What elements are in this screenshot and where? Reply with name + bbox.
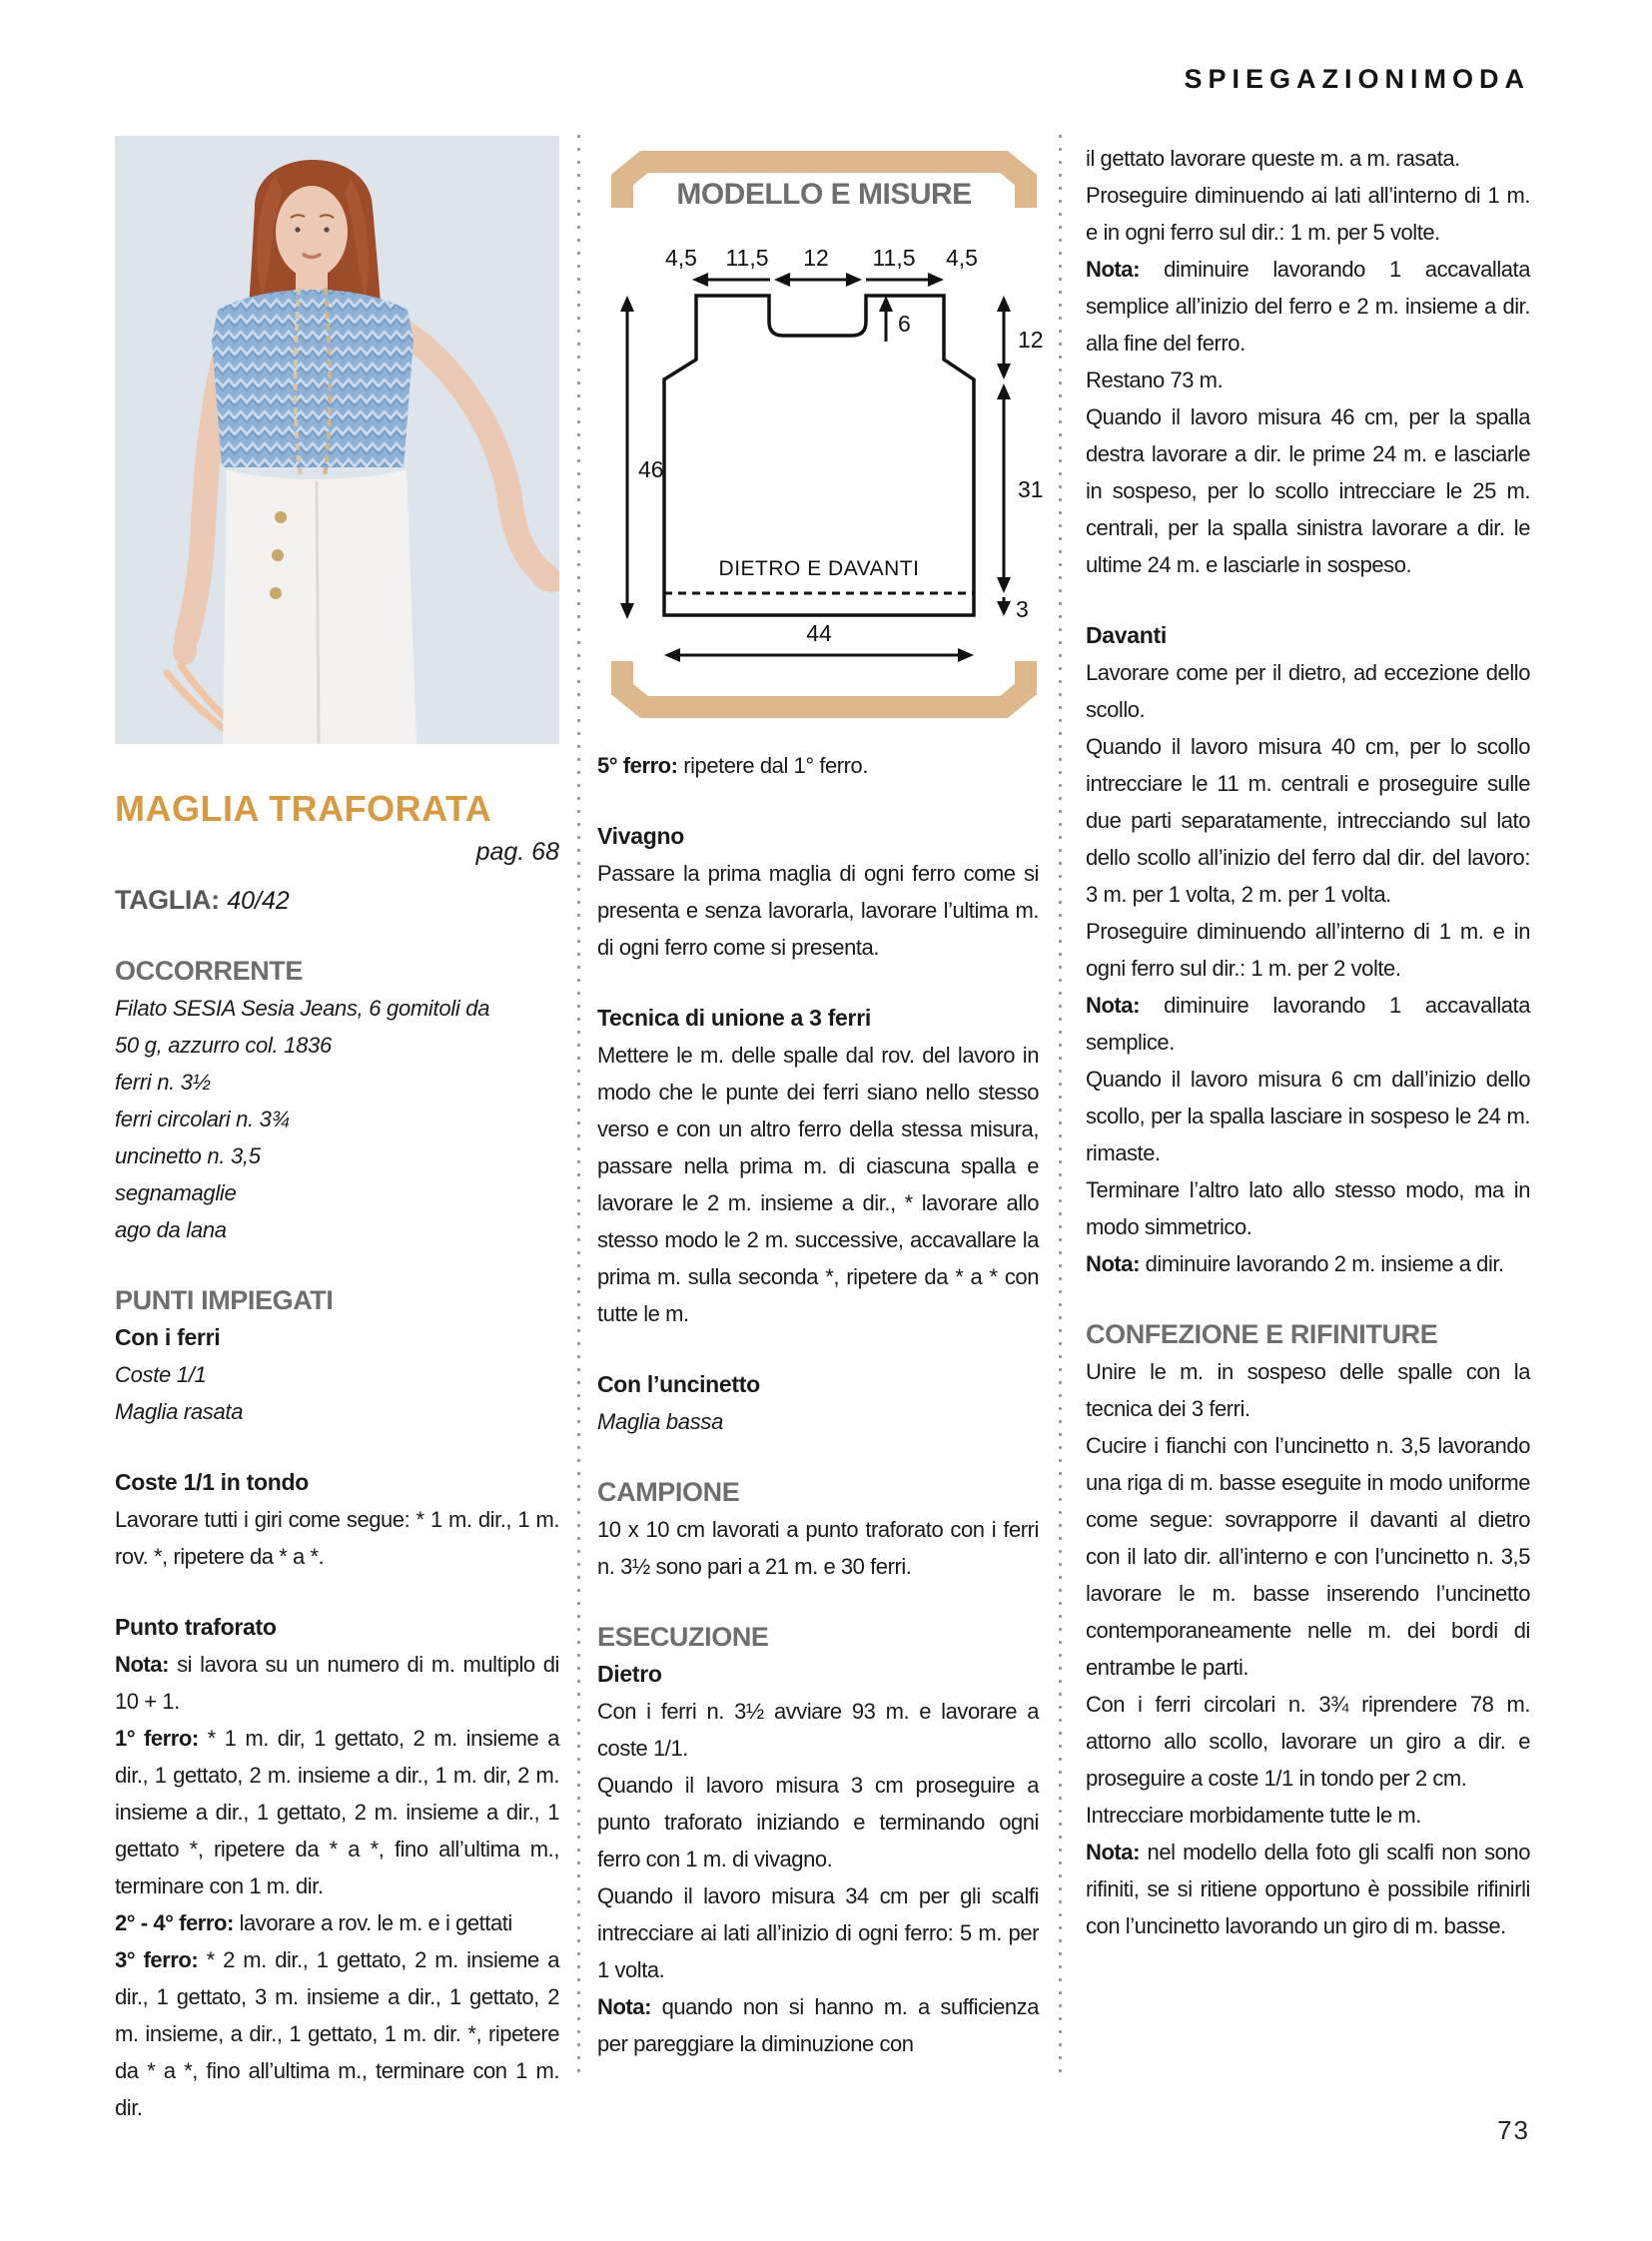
right-paragraph-11: Terminare l’altro lato allo stesso modo, ma in modo simmetrico. (1086, 1177, 1530, 1239)
left-h-black-12: Coste 1/1 in tondo (115, 1469, 309, 1495)
paragraph-lead: 2° - 4° ferro: (115, 1910, 240, 1935)
left-italic-2: 50 g, azzurro col. 1836 (115, 1033, 332, 1058)
measure-side: 31 (1018, 476, 1044, 502)
paragraph-lead: 5° ferro: (597, 753, 684, 778)
left-h-gray-0: OCCORRENTE (115, 956, 304, 986)
measure-total-length: 46 (638, 456, 664, 482)
middle-paragraph-13: Quando il lavoro misura 34 cm per gli scalfi intrecciare ai lati all’inizio di ogni ferro: 5 m. per 1 volta. (597, 1883, 1039, 1982)
arrowhead (692, 273, 708, 287)
measure-shoulder-left: 11,5 (725, 245, 769, 271)
right-paragraph-4: Quando il lavoro misura 46 cm, per la spalla destra lavorare a dir. le prime 24 m. e lasciarle in sospeso, per lo scollo intrecciare le 25 m. centrali, per la spalla sinistra lavorare a dir. le ultime 24 m. e lasciarle in sospeso. (1086, 404, 1530, 577)
frame-bracket-bottom (622, 661, 1026, 707)
page-header: SPIEGAZIONIMODA (1184, 64, 1530, 94)
left-column (115, 136, 559, 2126)
pants-button (272, 549, 284, 561)
right-paragraph-14: Unire le m. in sospeso delle spalle con la tecnica dei 3 ferri. (1086, 1359, 1530, 1421)
middle-h-black-1: Vivagno (597, 823, 684, 849)
page-reference: pag. 68 (475, 838, 559, 866)
left-italic-5: uncinetto n. 3,5 (115, 1143, 261, 1168)
middle-column (597, 747, 1039, 2062)
diagram-title: MODELLO E MISURE (676, 178, 972, 211)
model-left-hand (173, 633, 197, 665)
arrowhead (846, 273, 862, 287)
column-separator-right (1059, 130, 1062, 2082)
arrowhead (997, 577, 1011, 593)
arrowhead (774, 273, 790, 287)
column-separator-left (577, 130, 580, 2082)
right-paragraph-6: Lavorare come per il dietro, ad eccezione dello scollo. (1086, 660, 1530, 722)
schematic-svg (594, 130, 1054, 729)
measure-neck-width: 12 (803, 245, 829, 271)
size-row (115, 882, 559, 919)
middle-h-black-10: Dietro (597, 1661, 662, 1687)
left-h-gray-8: PUNTI IMPIEGATI (115, 1285, 334, 1315)
paragraph-lead: Nota: (1086, 993, 1165, 1018)
model-face (276, 186, 348, 278)
right-column-blocks (1086, 140, 1530, 1944)
middle-h-black-5: Con l’uncinetto (597, 1371, 760, 1397)
size-value: 40/42 (227, 887, 290, 915)
middle-column-blocks (597, 747, 1039, 2062)
left-column-blocks (115, 953, 559, 2126)
middle-paragraph-0: 5° ferro: ripetere dal 1° ferro. (597, 753, 868, 778)
left-h-black-9: Con i ferri (115, 1324, 221, 1350)
right-paragraph-12: Nota: diminuire lavorando 2 m. insieme a dir. (1086, 1251, 1504, 1276)
left-italic-10: Coste 1/1 (115, 1362, 207, 1387)
model-eye-left (295, 227, 300, 232)
measure-neck-depth: 6 (898, 311, 911, 337)
right-paragraph-9: Nota: diminuire lavorando 1 accavallata semplice. (1086, 993, 1530, 1055)
middle-paragraph-12: Quando il lavoro misura 3 cm proseguire a punto traforato iniziando e terminando ogni ferro con 1 m. di vivagno. (597, 1773, 1039, 1871)
middle-h-black-3: Tecnica di unione a 3 ferri (597, 1005, 871, 1031)
right-paragraph-8: Proseguire diminuendo all’interno di 1 m. e in ogni ferro sul dir.: 1 m. per 2 volte. (1086, 919, 1530, 981)
paragraph-lead: 1° ferro: (115, 1726, 208, 1751)
left-paragraph-18: 3° ferro: * 2 m. dir., 1 gettato, 2 m. insieme a dir., 1 gettato, 3 m. insieme a dir., 1 gettato, 2 m. insieme, a dir., 1 gettato, 1 m. dir. *, ripetere da * a *, fino all’ultima m., terminare con 1 m. dir. (115, 1947, 559, 2120)
right-paragraph-16: Con i ferri circolari n. 3¾ riprendere 78 m. attorno allo scollo, lavorare un giro a dir. e proseguire a coste 1/1 in tondo per 2 cm. (1086, 1692, 1530, 1791)
arrowhead (958, 648, 974, 662)
left-italic-6: segnamaglie (115, 1180, 237, 1205)
left-paragraph-16: 1° ferro: * 1 m. dir, 1 gettato, 2 m. insieme a dir., 1 gettato, 2 m. insieme a dir., 1 m. dir, 2 m. insieme a dir., 1 gettato, 2 m. insieme a dir., 1 gettato *, ripetere da * a *, fino all’ultima m., terminare con 1 m. dir. (115, 1726, 559, 1898)
left-paragraph-15: Nota: si lavora su un numero di m. multiplo di 10 + 1. (115, 1652, 559, 1714)
measure-shoulder-offset-right: 4,5 (946, 245, 978, 271)
arrowhead (997, 383, 1011, 399)
paragraph-lead: 3° ferro: (115, 1947, 207, 1972)
paragraph-lead: Nota: (115, 1652, 178, 1677)
left-italic-7: ago da lana (115, 1217, 227, 1242)
paragraph-lead: Nota: (1086, 1840, 1148, 1865)
garment-label: DIETRO E DAVANTI (718, 557, 920, 580)
arrowhead (997, 296, 1011, 312)
paragraph-lead: Nota: (597, 1994, 662, 2019)
left-italic-3: ferri n. 3½ (115, 1070, 211, 1095)
right-paragraph-17: Intrecciare morbidamente tutte le m. (1086, 1803, 1421, 1828)
size-label: TAGLIA: (115, 885, 220, 915)
page-number: 73 (1497, 2115, 1530, 2145)
middle-paragraph-14: Nota: quando non si hanno m. a sufficienza per pareggiare la diminuzione con (597, 1994, 1039, 2056)
model-photo (115, 136, 559, 744)
pattern-title: MAGLIA TRAFORATA (115, 788, 492, 829)
middle-h-gray-7: CAMPIONE (597, 1477, 740, 1507)
left-italic-1: Filato SESIA Sesia Jeans, 6 gomitoli da (115, 996, 490, 1021)
middle-h-gray-9: ESECUZIONE (597, 1622, 769, 1652)
middle-paragraph-11: Con i ferri n. 3½ avviare 93 m. e lavorare a coste 1/1. (597, 1699, 1039, 1761)
right-paragraph-3: Restano 73 m. (1086, 368, 1224, 392)
arrowhead (620, 296, 634, 312)
left-italic-4: ferri circolari n. 3¾ (115, 1107, 290, 1131)
middle-paragraph-8: 10 x 10 cm lavorati a punto traforato con i ferri n. 3½ sono pari a 21 m. e 30 ferri. (597, 1517, 1039, 1579)
right-h-gray-13: CONFEZIONE E RIFINITURE (1086, 1319, 1438, 1349)
right-paragraph-10: Quando il lavoro misura 6 cm dall’inizio dello scollo, per la spalla lasciare in sospeso le 24 m. rimaste. (1086, 1067, 1530, 1165)
arrowhead (997, 601, 1011, 616)
middle-italic-6: Maglia bassa (597, 1409, 724, 1434)
measure-width: 44 (806, 620, 832, 646)
left-paragraph-17: 2° - 4° ferro: lavorare a rov. le m. e i gettati (115, 1910, 512, 1935)
arrowhead (928, 273, 944, 287)
right-paragraph-18: Nota: nel modello della foto gli scalfi non sono rifiniti, se si ritiene opportuno è possibile rifinirli con l’uncinetto lavorando un giro di m. basse. (1086, 1840, 1530, 1938)
measure-shoulder-offset-left: 4,5 (665, 245, 697, 271)
right-paragraph-0: il gettato lavorare queste m. a m. rasata. (1086, 146, 1460, 171)
measure-hem: 3 (1016, 596, 1029, 622)
paragraph-lead: Nota: (1086, 257, 1165, 282)
arrowhead (997, 364, 1011, 379)
measure-shoulder-right: 11,5 (872, 245, 916, 271)
pants-button (275, 511, 287, 523)
arrowhead (620, 603, 634, 619)
right-h-black-5: Davanti (1086, 622, 1167, 648)
right-column (1086, 140, 1530, 1944)
pants-seam (317, 481, 319, 744)
left-paragraph-13: Lavorare tutti i giri come segue: * 1 m. dir., 1 m. rov. *, ripetere da * a *. (115, 1507, 559, 1569)
arrowhead (664, 648, 680, 662)
paragraph-lead: Nota: (1086, 1251, 1146, 1276)
middle-paragraph-4: Mettere le m. delle spalle dal rov. del lavoro in modo che le punte dei ferri siano nello stesso verso e con un altro ferro della stessa misura, passare nella prima m. di ciascuna spalla e lavorare le 2 m. insieme a dir., * lavorare allo stesso modo le 2 m. successive, accavallare la prima m. sulla seconda *, ripetere da * a * con tutte le m. (597, 1043, 1039, 1326)
pants-button (270, 587, 282, 599)
measure-armhole: 12 (1018, 327, 1044, 353)
right-paragraph-2: Nota: diminuire lavorando 1 accavallata semplice all’inizio del ferro e 2 m. insieme a dir. alla fine del ferro. (1086, 257, 1530, 356)
model-eye-right (324, 227, 329, 232)
left-italic-11: Maglia rasata (115, 1399, 244, 1424)
arrowhead (879, 296, 893, 312)
left-h-black-14: Punto traforato (115, 1614, 277, 1640)
schematic-diagram (594, 130, 1054, 729)
right-paragraph-7: Quando il lavoro misura 40 cm, per lo scollo intrecciare le 11 m. centrali e proseguire sulle due parti separatamente, intrecciando sul lato dello scollo all’inizio del ferro dal dir. del lavoro: 3 m. per 1 volta, 2 m. per 1 volta. (1086, 734, 1530, 907)
model-photo-illustration (115, 136, 559, 744)
middle-paragraph-2: Passare la prima maglia di ogni ferro come si presenta e senza lavorarla, lavorare l’ultima m. di ogni ferro come si presenta. (597, 861, 1039, 960)
right-paragraph-15: Cucire i fianchi con l’uncinetto n. 3,5 lavorando una riga di m. basse eseguite in modo uniforme come segue: sovrapporre il davanti al dietro con il lato dir. all’interno e con l’uncinetto n. 3,5 lavorare le m. basse inserendo l’uncinetto contemporaneamente nelle m. dei bordi di entrambe le parti. (1086, 1433, 1530, 1680)
knit-top-texture (212, 290, 413, 467)
right-paragraph-1: Proseguire diminuendo ai lati all’interno di 1 m. e in ogni ferro sul dir.: 1 m. per 5 volte. (1086, 183, 1530, 245)
